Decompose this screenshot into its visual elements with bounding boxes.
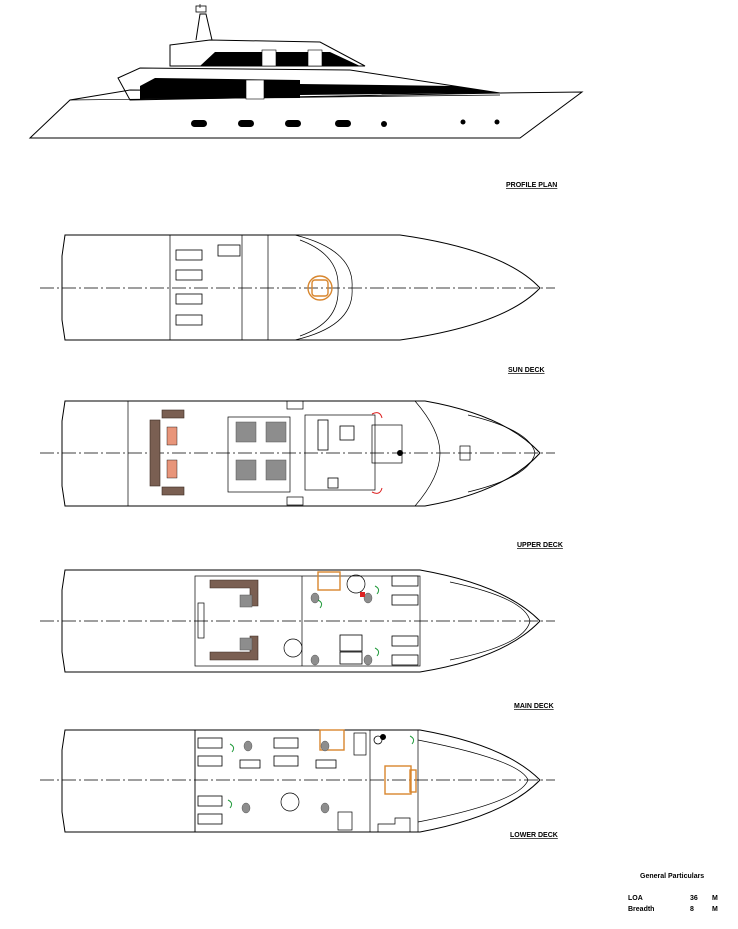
main-deck-plan — [40, 570, 555, 710]
particulars-loa-unit: M — [712, 895, 718, 902]
profile-plan-label: PROFILE PLAN — [506, 182, 558, 189]
sun-deck-plan — [40, 235, 555, 374]
particulars-loa-value: 36 — [690, 895, 698, 902]
general-particulars — [628, 873, 718, 913]
particulars-breadth-unit: M — [712, 906, 718, 913]
particulars-breadth-value: 8 — [690, 906, 694, 913]
lower-deck-label: LOWER DECK — [510, 832, 558, 839]
profile-plan — [30, 4, 582, 189]
particulars-breadth-name: Breadth — [628, 906, 655, 913]
main-deck-label: MAIN DECK — [514, 703, 554, 710]
upper-deck-label: UPPER DECK — [517, 542, 563, 549]
upper-deck-plan — [40, 401, 563, 549]
particulars-title: General Particulars — [640, 873, 705, 880]
lower-deck-plan — [40, 730, 558, 839]
sun-deck-label: SUN DECK — [508, 367, 545, 374]
particulars-loa-name: LOA — [628, 895, 643, 902]
